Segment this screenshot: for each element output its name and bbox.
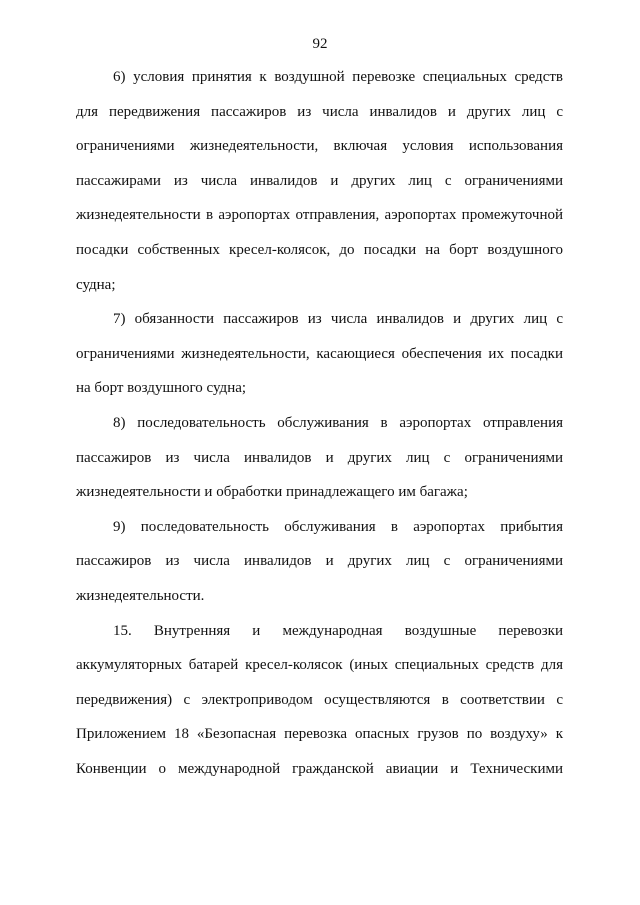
text-line: 8) последовательность обслуживания в аэропортах отправления (113, 414, 563, 431)
text-line: передвижения) с электроприводом осуществляются в соответствии с (76, 691, 563, 708)
text-line: пассажирами из числа инвалидов и других лиц с ограничениями (76, 172, 563, 189)
text-line: жизнедеятельности в аэропортах отправления, аэропортах промежуточной (76, 207, 563, 224)
text-line: ограничениями жизнедеятельности, касающиеся обеспечения их посадки (76, 345, 563, 362)
text-line: 15. Внутренняя и международная воздушные перевозки (113, 622, 563, 639)
text-line: аккумуляторных батарей кресел-колясок (иных специальных средств для (76, 657, 563, 674)
text-line: жизнедеятельности. (76, 587, 205, 604)
page-number: 92 (312, 36, 328, 52)
text-line: судна; (76, 276, 116, 293)
text-line: 6) условия принятия к воздушной перевозке специальных средств (113, 69, 563, 85)
text-line: посадки собственных кресел-колясок, до посадки на борт воздушного (76, 241, 563, 258)
text-line: на борт воздушного судна; (76, 380, 247, 397)
paragraph-section-15 (76, 614, 563, 787)
text-line: для передвижения пассажиров из числа инвалидов и других лиц с (76, 103, 563, 120)
paragraph-item-6 (76, 60, 563, 302)
document-body (76, 60, 563, 786)
text-line: Приложением 18 «Безопасная перевозка опасных грузов по воздуху» к (76, 726, 563, 743)
text-line: Конвенции о международной гражданской авиации и Техническими (76, 760, 563, 777)
text-line: ограничениями жизнедеятельности, включая условия использования (76, 138, 563, 155)
paragraph-item-7 (76, 302, 563, 406)
text-line: пассажиров из числа инвалидов и других лиц с ограничениями (76, 449, 563, 466)
text-line: 7) обязанности пассажиров из числа инвалидов и других лиц с (113, 311, 563, 328)
text-line: жизнедеятельности и обработки принадлежащего им багажа; (76, 484, 468, 501)
text-line: 9) последовательность обслуживания в аэропортах прибытия (113, 518, 563, 535)
text-line: пассажиров из числа инвалидов и других лиц с ограничениями (76, 553, 563, 570)
paragraph-item-8 (76, 406, 563, 510)
paragraph-item-9 (76, 510, 563, 614)
